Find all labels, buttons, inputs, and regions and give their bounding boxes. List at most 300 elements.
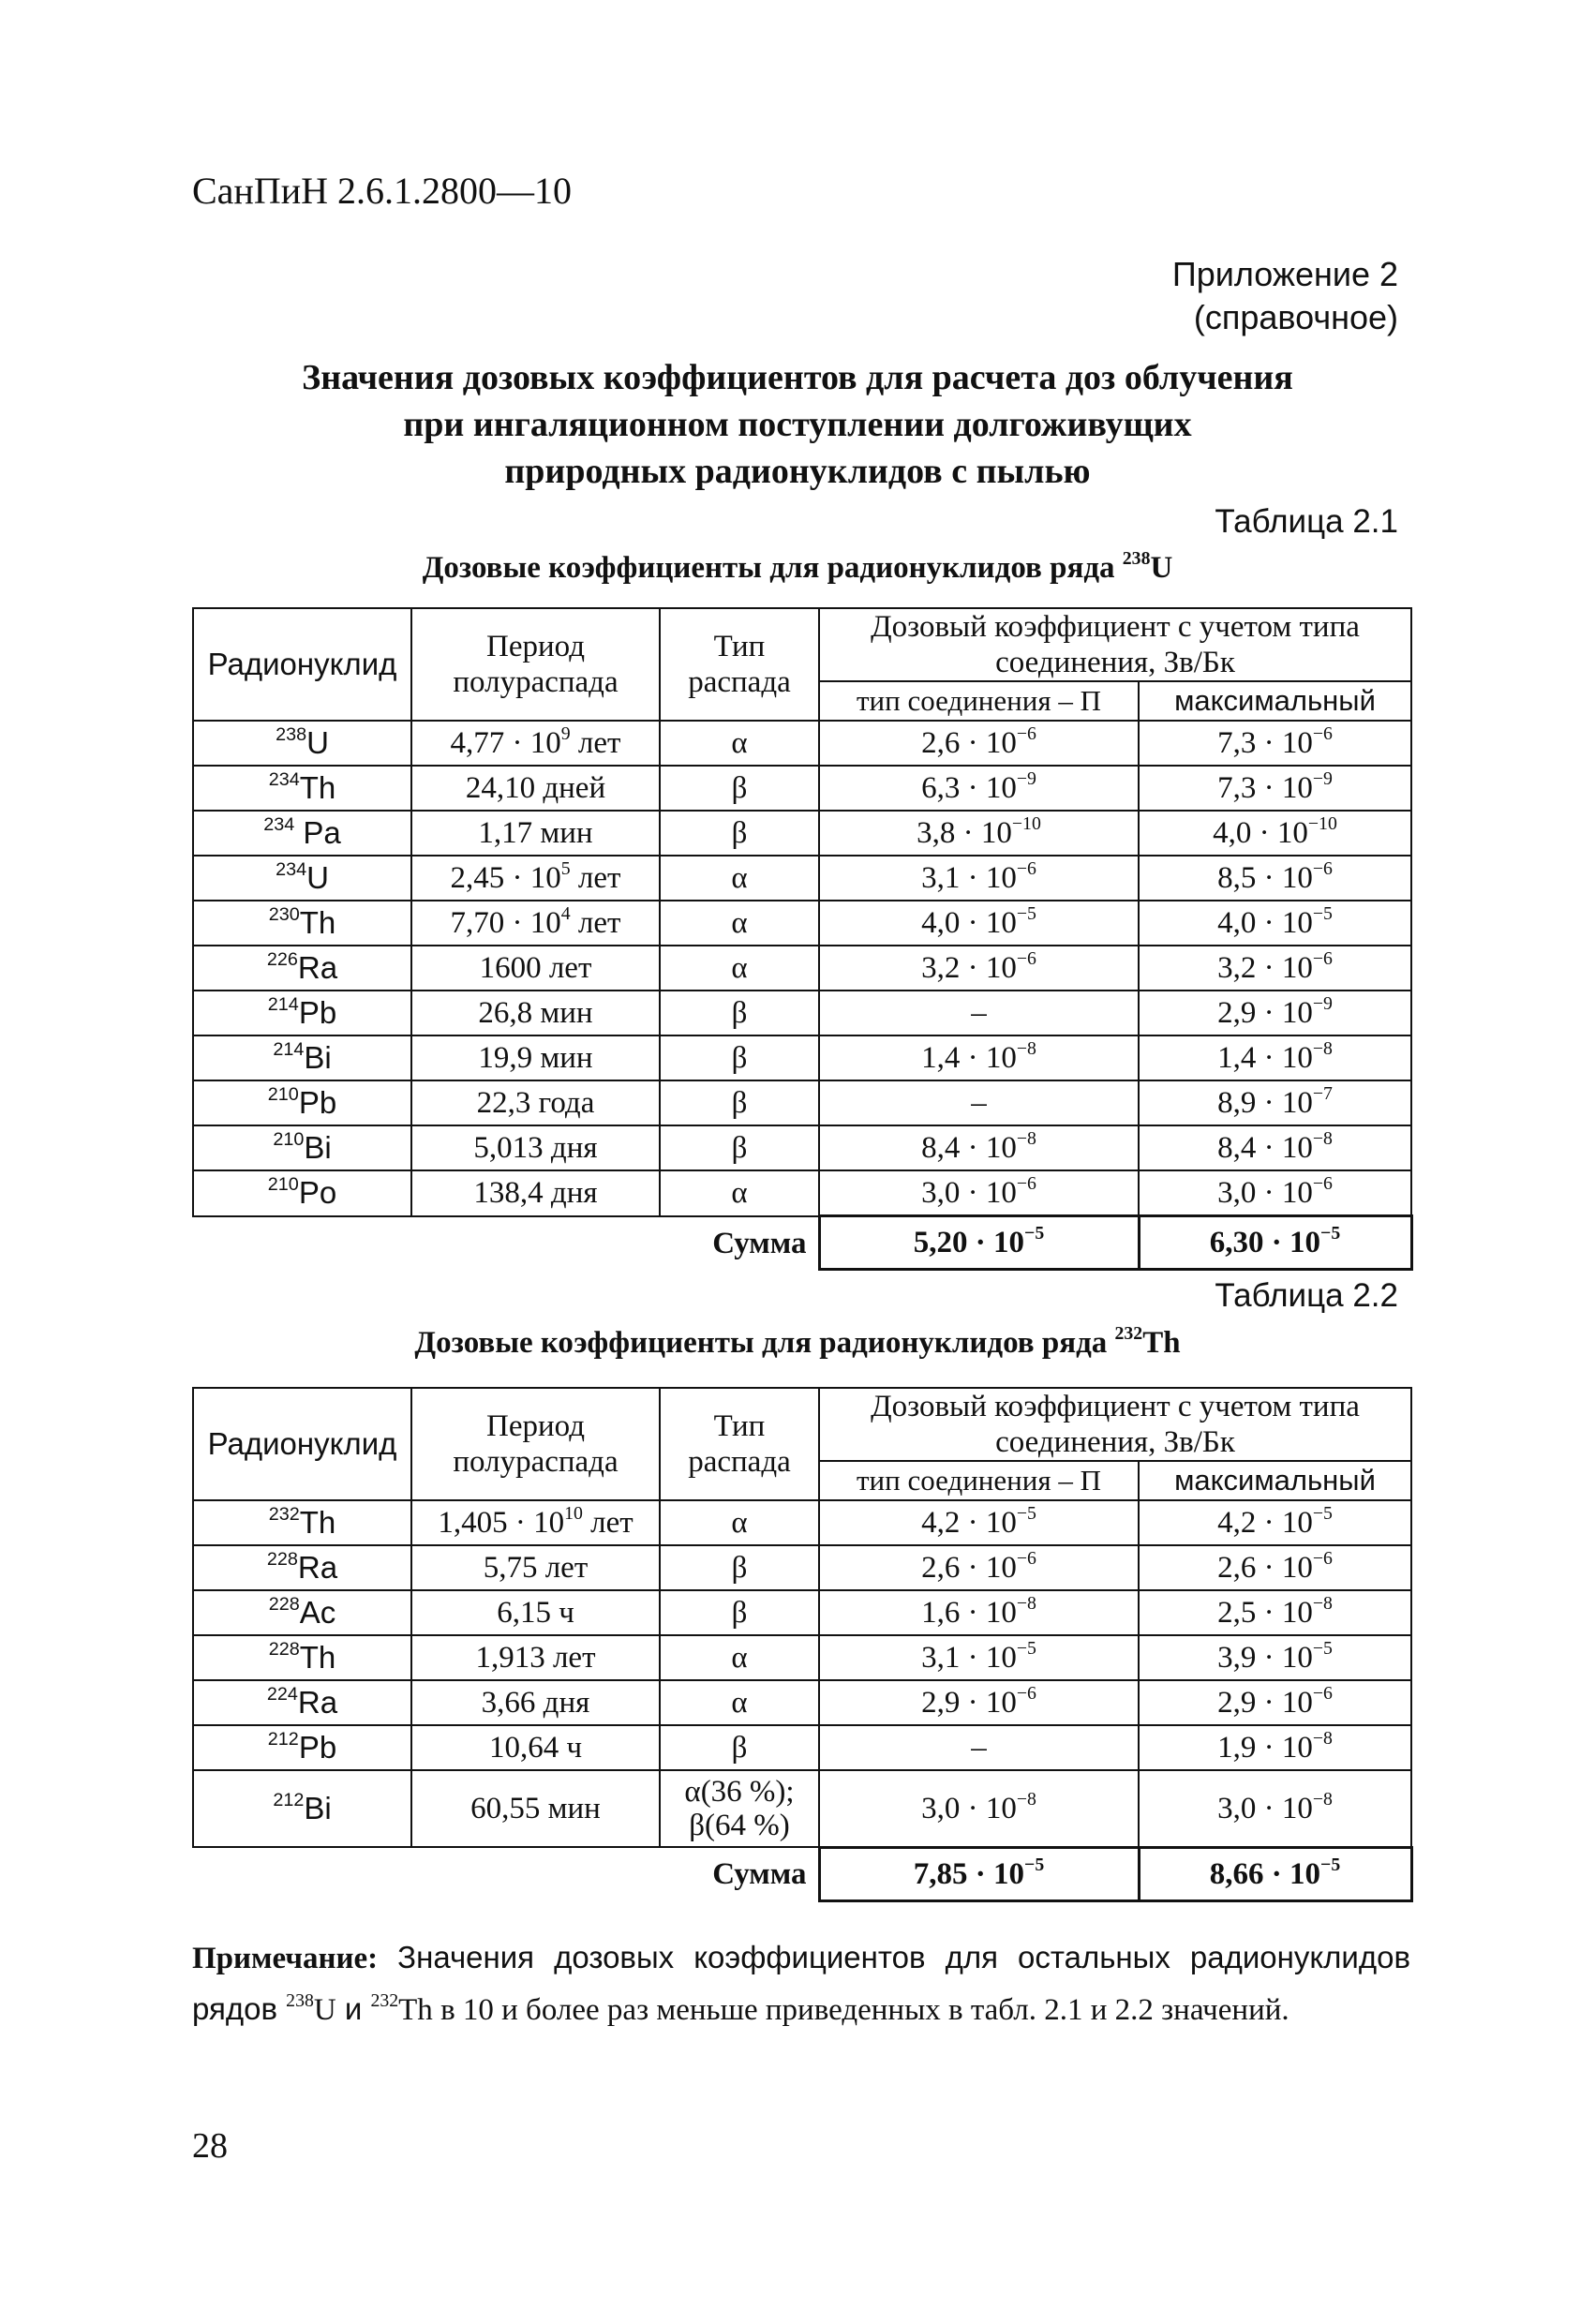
sum-row bbox=[193, 1216, 1411, 1270]
decay-type-cell: α(36 %); β(64 %) bbox=[660, 1770, 819, 1847]
half-life-value: 5,013 дня bbox=[473, 1131, 598, 1165]
header-maximum: максимальный bbox=[1139, 681, 1411, 721]
coef-mantissa: 1,4 · 10 bbox=[921, 1041, 1017, 1075]
mass-number: 228 bbox=[268, 1594, 300, 1616]
footnote-text: в 10 и более раз меньше приведенных в табл. 2.1 и 2.2 значений. bbox=[432, 1993, 1289, 2027]
coef-mantissa: 1,9 · 10 bbox=[1217, 1731, 1313, 1765]
coef-exponent: −6 bbox=[1016, 723, 1036, 745]
nuclide-cell bbox=[193, 1680, 411, 1725]
header-compound-type-p: тип соединения – П bbox=[819, 1461, 1139, 1500]
coef-type-p-cell bbox=[819, 1590, 1139, 1635]
coef-mantissa: – bbox=[971, 1731, 987, 1765]
header-nuclide: Радионуклид bbox=[193, 1388, 411, 1500]
nuclide-cell bbox=[193, 766, 411, 811]
sum-mantissa: 8,66 · 10 bbox=[1209, 1856, 1321, 1891]
half-life-cell bbox=[411, 1170, 660, 1216]
coef-exponent: −6 bbox=[1312, 1683, 1333, 1705]
nuclide-cell bbox=[193, 1545, 411, 1590]
table-number: Таблица 2.1 bbox=[1215, 503, 1398, 540]
coef-mantissa: 2,9 · 10 bbox=[1217, 1686, 1313, 1720]
coef-max-cell bbox=[1139, 1680, 1411, 1725]
coef-mantissa: 1,4 · 10 bbox=[1217, 1041, 1313, 1075]
coef-type-p-cell bbox=[819, 1635, 1139, 1680]
half-life-unit: лет bbox=[582, 1506, 634, 1540]
table-body bbox=[193, 1500, 1411, 1847]
nuclide-cell bbox=[193, 1170, 411, 1216]
decay-type-cell: β bbox=[660, 1590, 819, 1635]
title-line: Значения дозовых коэффициентов для расчета доз облучения bbox=[302, 358, 1293, 397]
mass-number: 234 bbox=[268, 769, 300, 791]
decay-type-cell: α bbox=[660, 1680, 819, 1725]
mass-number: 214 bbox=[267, 994, 299, 1016]
coef-type-p-cell bbox=[819, 1545, 1139, 1590]
coef-exponent: −6 bbox=[1016, 858, 1036, 880]
element-symbol: Bi bbox=[304, 1791, 332, 1825]
element-symbol: Pb bbox=[298, 995, 337, 1030]
mass-number: 214 bbox=[273, 1039, 305, 1061]
decay-type-cell: α bbox=[660, 856, 819, 901]
coef-type-p-cell bbox=[819, 901, 1139, 946]
coef-mantissa: 2,9 · 10 bbox=[1217, 996, 1313, 1030]
element-symbol: U bbox=[306, 725, 329, 760]
mass-number: 210 bbox=[273, 1129, 305, 1151]
element-symbol: Bi bbox=[304, 1130, 332, 1165]
coef-max-cell bbox=[1139, 901, 1411, 946]
coef-type-p-cell bbox=[819, 1770, 1139, 1847]
footnote-mass-number: 238 bbox=[286, 1990, 314, 2012]
sum-spacer bbox=[193, 1847, 660, 1900]
nuclide-cell bbox=[193, 1035, 411, 1080]
element-symbol: Th bbox=[299, 770, 336, 805]
coef-type-p-cell bbox=[819, 1680, 1139, 1725]
element-symbol: Th bbox=[299, 1640, 336, 1675]
coef-mantissa: 3,1 · 10 bbox=[921, 861, 1017, 895]
half-life-cell bbox=[411, 1770, 660, 1847]
mass-number: 234 bbox=[276, 859, 307, 881]
coef-mantissa: 3,0 · 10 bbox=[921, 1176, 1017, 1210]
decay-type-cell: β bbox=[660, 1035, 819, 1080]
coef-exponent: −9 bbox=[1312, 768, 1333, 790]
half-life-cell bbox=[411, 991, 660, 1035]
half-life-exponent: 10 bbox=[564, 1503, 583, 1525]
title-line: природных радионуклидов с пылью bbox=[504, 452, 1091, 491]
coef-exponent: −8 bbox=[1016, 1128, 1036, 1150]
decay-type-cell: α bbox=[660, 1635, 819, 1680]
table-row bbox=[193, 1500, 1411, 1545]
coef-max-cell bbox=[1139, 1035, 1411, 1080]
sum-max-cell bbox=[1139, 1216, 1411, 1270]
half-life-cell bbox=[411, 856, 660, 901]
coef-exponent: −6 bbox=[1312, 723, 1333, 745]
coef-mantissa: 2,6 · 10 bbox=[921, 1551, 1017, 1585]
nuclide-cell bbox=[193, 811, 411, 856]
table-row bbox=[193, 991, 1411, 1035]
decay-type-cell: α bbox=[660, 946, 819, 991]
coef-exponent: −6 bbox=[1312, 1548, 1333, 1570]
table-body bbox=[193, 721, 1411, 1216]
half-life-value: 10,64 ч bbox=[488, 1731, 583, 1765]
coef-mantissa: 4,2 · 10 bbox=[1217, 1506, 1313, 1540]
half-life-value: 5,75 лет bbox=[483, 1551, 589, 1585]
nuclide-cell bbox=[193, 856, 411, 901]
coef-exponent: −5 bbox=[1312, 1638, 1333, 1660]
half-life-exponent: 9 bbox=[560, 723, 571, 745]
coef-mantissa: 8,9 · 10 bbox=[1217, 1086, 1313, 1120]
mass-number: 228 bbox=[268, 1639, 300, 1661]
half-life-value: 3,66 дня bbox=[481, 1686, 590, 1720]
coef-exponent: −8 bbox=[1312, 1038, 1333, 1060]
decay-type-cell: β bbox=[660, 1080, 819, 1125]
element-symbol: Po bbox=[298, 1175, 337, 1211]
appendix-type: (справочное) bbox=[1193, 298, 1398, 336]
table-number: Таблица 2.2 bbox=[1215, 1277, 1398, 1314]
header-decay-type: Тип распада bbox=[660, 1388, 819, 1500]
header-half-life: Период полураспада bbox=[411, 1388, 660, 1500]
title-line: при ингаляционном поступлении долгоживущих bbox=[403, 405, 1192, 444]
nuclide-cell bbox=[193, 946, 411, 991]
caption-element: Th bbox=[1142, 1326, 1181, 1360]
half-life-cell bbox=[411, 946, 660, 991]
element-symbol: U bbox=[306, 860, 329, 895]
caption-mass-number: 232 bbox=[1114, 1323, 1143, 1345]
half-life-value: 22,3 года bbox=[476, 1086, 595, 1120]
header-dose-coefficient: Дозовый коэффициент с учетом типа соединения, Зв/Бк bbox=[819, 1388, 1411, 1461]
half-life-value: 2,45 · 10 bbox=[450, 861, 561, 895]
coef-max-cell bbox=[1139, 1590, 1411, 1635]
table-row bbox=[193, 811, 1411, 856]
mass-number: 224 bbox=[266, 1684, 298, 1706]
coef-mantissa: 6,3 · 10 bbox=[921, 771, 1017, 805]
coef-mantissa: 3,0 · 10 bbox=[1217, 1791, 1313, 1825]
table-row bbox=[193, 1125, 1411, 1170]
coef-mantissa: 4,2 · 10 bbox=[921, 1506, 1017, 1540]
nuclide-cell bbox=[193, 901, 411, 946]
appendix-label bbox=[1172, 253, 1398, 339]
caption-text: Дозовые коэффициенты для радионуклидов ряда bbox=[414, 1326, 1108, 1360]
coef-exponent: −5 bbox=[1016, 1638, 1036, 1660]
half-life-cell bbox=[411, 1725, 660, 1770]
half-life-cell bbox=[411, 901, 660, 946]
coef-exponent: −8 bbox=[1312, 1128, 1333, 1150]
table-row bbox=[193, 1770, 1411, 1847]
header-nuclide: Радионуклид bbox=[193, 608, 411, 721]
coef-mantissa: 3,9 · 10 bbox=[1217, 1641, 1313, 1675]
appendix-number: Приложение 2 bbox=[1171, 255, 1398, 293]
coef-type-p-cell bbox=[819, 721, 1139, 766]
decay-type-cell: β bbox=[660, 1725, 819, 1770]
coef-exponent: −6 bbox=[1312, 1173, 1333, 1195]
decay-type-cell: α bbox=[660, 1170, 819, 1216]
coef-type-p-cell bbox=[819, 946, 1139, 991]
coef-type-p-cell bbox=[819, 811, 1139, 856]
coef-exponent: −8 bbox=[1312, 1788, 1333, 1810]
table-sum bbox=[193, 1847, 1411, 1900]
element-symbol: Bi bbox=[304, 1040, 332, 1075]
half-life-cell bbox=[411, 1500, 660, 1545]
table-row bbox=[193, 1635, 1411, 1680]
nuclide-cell bbox=[193, 1770, 411, 1847]
half-life-cell bbox=[411, 1635, 660, 1680]
coef-mantissa: 3,0 · 10 bbox=[1217, 1176, 1313, 1210]
coef-type-p-cell bbox=[819, 1080, 1139, 1125]
coef-mantissa: 2,6 · 10 bbox=[1217, 1551, 1313, 1585]
page-title bbox=[192, 354, 1403, 495]
sum-exponent: −5 bbox=[1320, 1854, 1341, 1875]
coef-mantissa: 3,2 · 10 bbox=[1217, 951, 1313, 985]
coef-mantissa: 4,0 · 10 bbox=[921, 906, 1017, 940]
half-life-value: 7,70 · 10 bbox=[450, 906, 561, 940]
coef-mantissa: 8,4 · 10 bbox=[1217, 1131, 1313, 1165]
table-row bbox=[193, 1590, 1411, 1635]
coef-type-p-cell bbox=[819, 1035, 1139, 1080]
coef-type-p-cell bbox=[819, 856, 1139, 901]
element-symbol: Pb bbox=[298, 1085, 337, 1120]
table-row bbox=[193, 1680, 1411, 1725]
coef-mantissa: 4,0 · 10 bbox=[1217, 906, 1313, 940]
table-row bbox=[193, 721, 1411, 766]
coef-max-cell bbox=[1139, 1080, 1411, 1125]
half-life-cell bbox=[411, 1125, 660, 1170]
half-life-value: 19,9 мин bbox=[478, 1041, 593, 1075]
coef-mantissa: 4,0 · 10 bbox=[1213, 816, 1308, 850]
mass-number: 226 bbox=[266, 949, 298, 971]
coef-exponent: −5 bbox=[1312, 1503, 1333, 1525]
half-life-value: 1,913 лет bbox=[475, 1641, 596, 1675]
table-caption bbox=[192, 1323, 1403, 1361]
mass-number: 212 bbox=[273, 1790, 305, 1811]
coef-exponent: −9 bbox=[1016, 768, 1036, 790]
coef-type-p-cell bbox=[819, 766, 1139, 811]
footnote-text: Значения дозовых коэффициентов для остальных радионуклидов рядов bbox=[192, 1940, 1410, 2026]
sum-max-cell bbox=[1139, 1847, 1411, 1900]
sum-exponent: −5 bbox=[1024, 1854, 1045, 1875]
coef-mantissa: – bbox=[971, 996, 987, 1030]
half-life-value: 1,17 мин bbox=[478, 816, 593, 850]
decay-type-cell: α bbox=[660, 901, 819, 946]
table-row bbox=[193, 856, 1411, 901]
coef-type-p-cell bbox=[819, 1170, 1139, 1216]
coef-exponent: −8 bbox=[1016, 1038, 1036, 1060]
half-life-cell bbox=[411, 766, 660, 811]
coef-mantissa: 3,8 · 10 bbox=[917, 816, 1012, 850]
header-dose-coefficient: Дозовый коэффициент с учетом типа соединения, Зв/Бк bbox=[819, 608, 1411, 681]
nuclide-cell bbox=[193, 1635, 411, 1680]
coef-max-cell bbox=[1139, 1125, 1411, 1170]
coef-mantissa: – bbox=[971, 1086, 987, 1120]
coef-mantissa: 2,5 · 10 bbox=[1217, 1596, 1313, 1630]
half-life-value: 6,15 ч bbox=[497, 1596, 574, 1630]
half-life-cell bbox=[411, 1545, 660, 1590]
half-life-value: 1600 лет bbox=[479, 951, 592, 985]
coef-max-cell bbox=[1139, 946, 1411, 991]
half-life-unit: лет bbox=[570, 726, 621, 760]
coef-mantissa: 7,3 · 10 bbox=[1217, 771, 1313, 805]
mass-number: 230 bbox=[268, 904, 300, 926]
coef-mantissa: 7,3 · 10 bbox=[1217, 726, 1313, 760]
header-maximum: максимальный bbox=[1139, 1461, 1411, 1500]
header-half-life: Период полураспада bbox=[411, 608, 660, 721]
half-life-value: 1,405 · 10 bbox=[438, 1506, 565, 1540]
coef-mantissa: 2,9 · 10 bbox=[921, 1686, 1017, 1720]
table-row bbox=[193, 1080, 1411, 1125]
decay-type-cell: β bbox=[660, 811, 819, 856]
coef-exponent: −6 bbox=[1016, 1683, 1036, 1705]
sum-mantissa: 6,30 · 10 bbox=[1209, 1226, 1321, 1259]
half-life-cell bbox=[411, 1680, 660, 1725]
half-life-unit: лет bbox=[570, 861, 621, 895]
coef-exponent: −6 bbox=[1016, 1548, 1036, 1570]
coef-exponent: −6 bbox=[1312, 858, 1333, 880]
nuclide-cell bbox=[193, 1125, 411, 1170]
page-number: 28 bbox=[192, 2126, 228, 2166]
element-symbol: Th bbox=[299, 905, 336, 940]
coef-max-cell bbox=[1139, 1545, 1411, 1590]
dose-table bbox=[192, 607, 1413, 1271]
nuclide-cell bbox=[193, 991, 411, 1035]
decay-type-cell: α bbox=[660, 1500, 819, 1545]
caption-element: U bbox=[1150, 551, 1173, 585]
coef-max-cell bbox=[1139, 991, 1411, 1035]
sum-row bbox=[193, 1847, 1411, 1900]
decay-type-cell: β bbox=[660, 766, 819, 811]
footnote-element: U bbox=[313, 1993, 336, 2027]
half-life-cell bbox=[411, 1590, 660, 1635]
coef-exponent: −5 bbox=[1016, 903, 1036, 925]
table-caption bbox=[192, 548, 1403, 586]
nuclide-cell bbox=[193, 1500, 411, 1545]
element-symbol: Pa bbox=[294, 815, 341, 850]
nuclide-cell bbox=[193, 1590, 411, 1635]
footnote-element: Th bbox=[398, 1993, 433, 2027]
sum-type-p-cell bbox=[819, 1847, 1139, 1900]
coef-exponent: −5 bbox=[1016, 1503, 1036, 1525]
half-life-cell bbox=[411, 721, 660, 766]
element-symbol: Ra bbox=[297, 950, 338, 985]
footnote-label: Примечание: bbox=[192, 1942, 379, 1975]
table-row bbox=[193, 766, 1411, 811]
element-symbol: Ac bbox=[299, 1595, 336, 1630]
element-symbol: Th bbox=[299, 1505, 336, 1540]
coef-exponent: −10 bbox=[1307, 813, 1337, 835]
coef-max-cell bbox=[1139, 1635, 1411, 1680]
sum-exponent: −5 bbox=[1320, 1223, 1341, 1244]
caption-text: Дозовые коэффициенты для радионуклидов ряда bbox=[422, 551, 1115, 585]
coef-type-p-cell bbox=[819, 1500, 1139, 1545]
mass-number: 238 bbox=[276, 724, 307, 746]
decay-type-cell: β bbox=[660, 1545, 819, 1590]
element-symbol: Ra bbox=[297, 1685, 338, 1720]
sum-type-p-cell bbox=[819, 1216, 1139, 1270]
table-row bbox=[193, 1545, 1411, 1590]
mass-number: 232 bbox=[268, 1504, 300, 1526]
half-life-value: 138,4 дня bbox=[473, 1176, 598, 1211]
coef-exponent: −9 bbox=[1312, 993, 1333, 1015]
nuclide-cell bbox=[193, 1080, 411, 1125]
coef-max-cell bbox=[1139, 811, 1411, 856]
half-life-value: 60,55 мин bbox=[470, 1792, 601, 1825]
coef-max-cell bbox=[1139, 721, 1411, 766]
coef-max-cell bbox=[1139, 766, 1411, 811]
mass-number: 210 bbox=[267, 1174, 299, 1196]
mass-number: 228 bbox=[266, 1549, 298, 1571]
coef-max-cell bbox=[1139, 1725, 1411, 1770]
coef-max-cell bbox=[1139, 856, 1411, 901]
decay-type-cell: α bbox=[660, 721, 819, 766]
coef-exponent: −6 bbox=[1016, 948, 1036, 970]
coef-mantissa: 1,6 · 10 bbox=[921, 1596, 1017, 1630]
coef-mantissa: 8,5 · 10 bbox=[1217, 861, 1313, 895]
half-life-value: 26,8 мин bbox=[478, 996, 593, 1030]
nuclide-cell bbox=[193, 1725, 411, 1770]
footnote bbox=[192, 1932, 1410, 2035]
coef-exponent: −8 bbox=[1312, 1728, 1333, 1750]
element-symbol: Ra bbox=[297, 1550, 338, 1585]
document-code: СанПиН 2.6.1.2800—10 bbox=[192, 170, 573, 212]
half-life-value: 4,77 · 10 bbox=[450, 726, 561, 760]
coef-exponent: −8 bbox=[1312, 1593, 1333, 1615]
coef-exponent: −5 bbox=[1312, 903, 1333, 925]
footnote-mass-number: 232 bbox=[370, 1990, 399, 2012]
half-life-unit: лет bbox=[570, 906, 621, 940]
sum-spacer bbox=[193, 1216, 660, 1270]
coef-exponent: −6 bbox=[1016, 1173, 1036, 1195]
coef-max-cell bbox=[1139, 1500, 1411, 1545]
mass-number: 234 bbox=[263, 814, 295, 836]
half-life-cell bbox=[411, 1035, 660, 1080]
half-life-cell bbox=[411, 1080, 660, 1125]
mass-number: 212 bbox=[267, 1729, 299, 1750]
table-row bbox=[193, 901, 1411, 946]
half-life-cell bbox=[411, 811, 660, 856]
footnote-text: и bbox=[335, 1991, 371, 2026]
sum-label: Сумма bbox=[712, 1857, 807, 1891]
nuclide-cell bbox=[193, 721, 411, 766]
element-symbol: Pb bbox=[298, 1730, 337, 1765]
table-row bbox=[193, 1035, 1411, 1080]
coef-exponent: −7 bbox=[1312, 1083, 1333, 1105]
coef-mantissa: 3,1 · 10 bbox=[921, 1641, 1017, 1675]
caption-mass-number: 238 bbox=[1122, 548, 1151, 570]
coef-mantissa: 3,2 · 10 bbox=[921, 951, 1017, 985]
coef-type-p-cell bbox=[819, 1125, 1139, 1170]
coef-mantissa: 8,4 · 10 bbox=[921, 1131, 1017, 1165]
coef-mantissa: 3,0 · 10 bbox=[921, 1791, 1017, 1825]
table-sum bbox=[193, 1216, 1411, 1270]
coef-exponent: −6 bbox=[1312, 948, 1333, 970]
coef-exponent: −10 bbox=[1011, 813, 1041, 835]
coef-exponent: −8 bbox=[1016, 1593, 1036, 1615]
sum-mantissa: 7,85 · 10 bbox=[913, 1856, 1025, 1891]
table-row bbox=[193, 1170, 1411, 1216]
header-compound-type-p: тип соединения – П bbox=[819, 681, 1139, 721]
decay-type-cell: β bbox=[660, 991, 819, 1035]
sum-mantissa: 5,20 · 10 bbox=[913, 1226, 1025, 1259]
sum-label: Сумма bbox=[712, 1226, 807, 1260]
coef-type-p-cell bbox=[819, 991, 1139, 1035]
coef-mantissa: 2,6 · 10 bbox=[921, 726, 1017, 760]
coef-max-cell bbox=[1139, 1770, 1411, 1847]
sum-exponent: −5 bbox=[1024, 1223, 1045, 1244]
decay-type-cell: β bbox=[660, 1125, 819, 1170]
dose-table bbox=[192, 1387, 1413, 1902]
coef-type-p-cell bbox=[819, 1725, 1139, 1770]
header-decay-type: Тип распада bbox=[660, 608, 819, 721]
half-life-exponent: 5 bbox=[560, 858, 571, 880]
table-row bbox=[193, 1725, 1411, 1770]
table-row bbox=[193, 946, 1411, 991]
coef-exponent: −8 bbox=[1016, 1788, 1036, 1810]
mass-number: 210 bbox=[267, 1084, 299, 1106]
